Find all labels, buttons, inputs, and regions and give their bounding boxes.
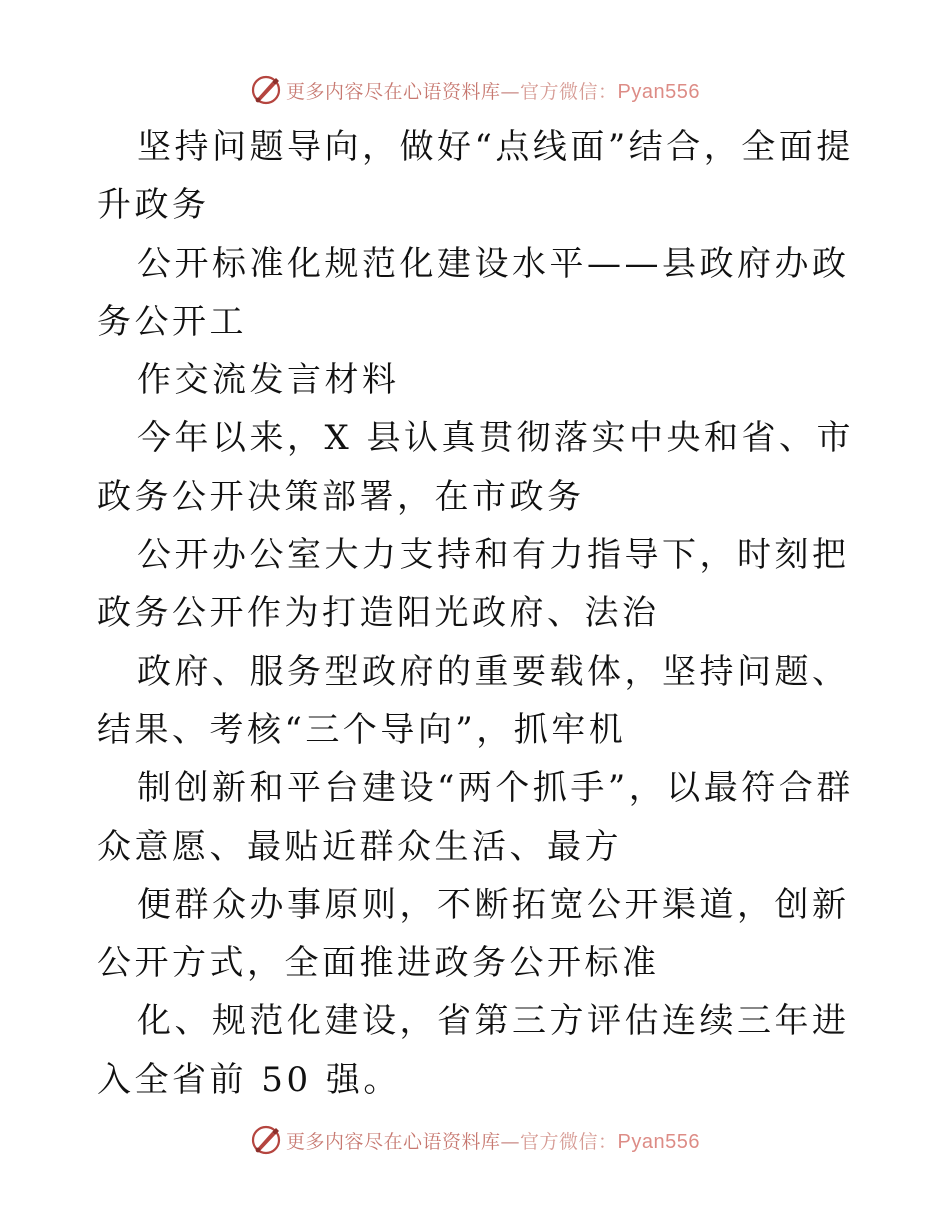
paragraph: 公开办公室大力支持和有力指导下，时刻把政务公开作为打造阳光政府、法治: [97, 535, 850, 634]
paragraph: 今年以来，X 县认真贯彻落实中央和省、市政务公开决策部署，在市政务: [97, 418, 855, 517]
watermark-brand: 更多内容尽在心语资料库: [286, 1130, 501, 1153]
paragraph: 制创新和平台建设“两个抓手”，以最符合群众意愿、最贴近群众生活、最方: [97, 768, 854, 867]
watermark-handle: Pyan556: [617, 80, 700, 103]
watermark-separator: —: [500, 80, 521, 103]
paragraph: 政府、服务型政府的重要载体，坚持问题、结果、考核“三个导向”，抓牢机: [97, 651, 850, 750]
footer-watermark: [0, 1120, 950, 1160]
watermark-handle: Pyan556: [617, 1130, 700, 1153]
watermark-separator: —: [500, 1130, 521, 1153]
watermark-official-label: 官方微信：: [520, 1130, 618, 1153]
document-body: [97, 118, 857, 1109]
paragraph: 化、规范化建设，省第三方评估连续三年进入全省前 50 强。: [97, 1001, 850, 1100]
brush-logo-icon: [250, 1124, 282, 1156]
watermark-text: [286, 1127, 700, 1154]
brush-logo-icon: [250, 74, 282, 106]
paragraph: 作交流发言材料: [137, 360, 400, 401]
paragraph: 便群众办事原则，不断拓宽公开渠道，创新公开方式，全面推进政务公开标准: [97, 884, 850, 984]
header-watermark: [0, 70, 950, 110]
watermark-brand: 更多内容尽在心语资料库: [286, 80, 501, 103]
watermark-text: [286, 77, 700, 104]
paragraph: 坚持问题导向，做好“点线面”结合，全面提升政务: [97, 127, 854, 226]
paragraph: 公开标准化规范化建设水平——县政府办政务公开工: [97, 243, 850, 342]
watermark-official-label: 官方微信：: [520, 80, 618, 103]
